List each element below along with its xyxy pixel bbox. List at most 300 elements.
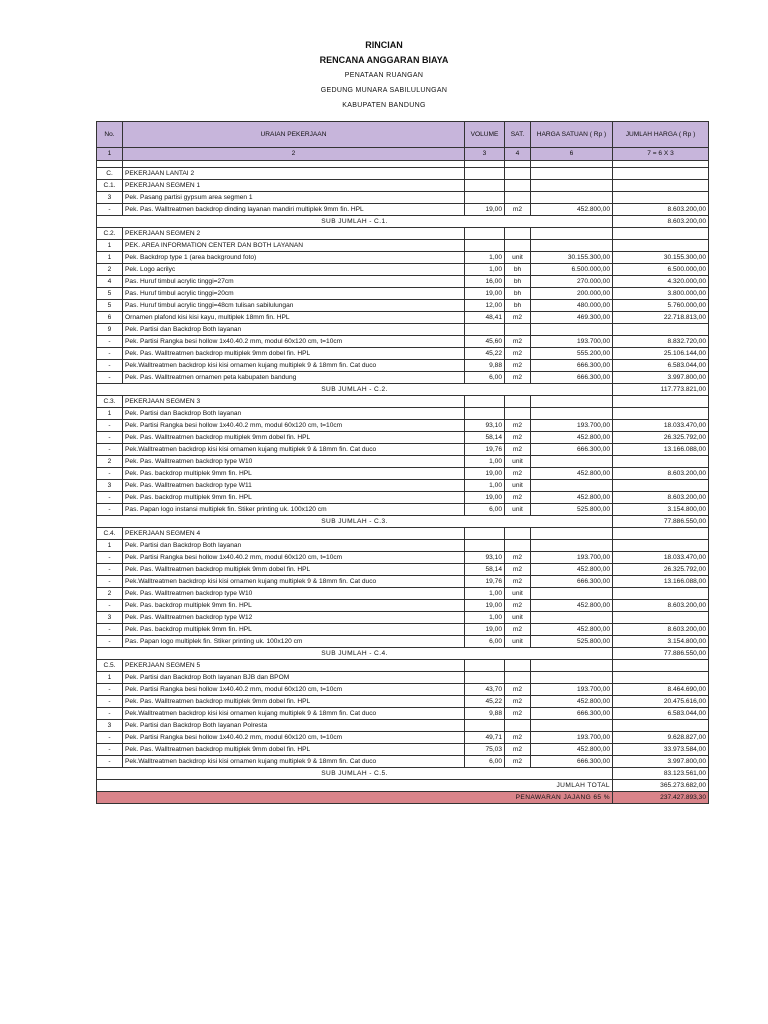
table-row [97, 276, 709, 288]
item-unit-price [531, 408, 613, 420]
item-no: C.4. [97, 528, 123, 540]
item-volume: 58,14 [465, 432, 505, 444]
item-description: Pek. Pas. Walltreatmen backdrop type W12 [123, 612, 465, 624]
item-no: - [97, 708, 123, 720]
item-no: C.2. [97, 228, 123, 240]
item-no: - [97, 444, 123, 456]
item-unit-price: 452.800,00 [531, 204, 613, 216]
item-unit-price [531, 180, 613, 192]
table-body [97, 161, 709, 804]
table-row [97, 444, 709, 456]
item-no: - [97, 732, 123, 744]
item-amount [613, 168, 709, 180]
table-row [97, 540, 709, 552]
item-no: - [97, 624, 123, 636]
item-description: Pas. Huruf timbul acrylic tinggi=20cm [123, 288, 465, 300]
item-amount [613, 180, 709, 192]
table-row [97, 168, 709, 180]
item-amount: 13.166.088,00 [613, 576, 709, 588]
item-unit-price [531, 612, 613, 624]
item-description: Pas. Huruf timbul acrylic tinggi=27cm [123, 276, 465, 288]
project-name: PENATAAN RUANGAN [344, 72, 424, 79]
item-unit: m2 [505, 564, 531, 576]
item-amount: 4.320.000,00 [613, 276, 709, 288]
item-description: Pek. Pas. Walltreatmen backdrop multiplek 9mm dobel fin. HPL [123, 432, 465, 444]
item-unit-price: 30.155.300,00 [531, 252, 613, 264]
table-row [97, 732, 709, 744]
item-unit: m2 [505, 744, 531, 756]
item-amount: 8.464.690,00 [613, 684, 709, 696]
col-header-jumlah: JUMLAH HARGA ( Rp ) [613, 122, 709, 148]
item-amount: 3.997.800,00 [613, 756, 709, 768]
item-unit: unit [505, 612, 531, 624]
item-no: - [97, 756, 123, 768]
item-volume: 45,22 [465, 696, 505, 708]
item-amount: 8.603.200,00 [613, 624, 709, 636]
item-unit [505, 240, 531, 252]
item-no: - [97, 552, 123, 564]
item-unit: m2 [505, 576, 531, 588]
item-volume: 45,60 [465, 336, 505, 348]
table-row [97, 300, 709, 312]
item-unit: m2 [505, 360, 531, 372]
item-description: Pek. Partisi Rangka besi hollow 1x40.40.2 mm, modul 60x120 cm, t=10cm [123, 336, 465, 348]
subtotal-label: SUB JUMLAH - C.4. [97, 648, 613, 660]
table-row [97, 324, 709, 336]
table-row [97, 504, 709, 516]
item-amount [613, 240, 709, 252]
table-row [97, 456, 709, 468]
item-no: 2 [97, 456, 123, 468]
item-unit [505, 540, 531, 552]
col-index: 2 [123, 148, 465, 161]
item-description: Pek. Partisi Rangka besi hollow 1x40.40.2 mm, modul 60x120 cm, t=10cm [123, 420, 465, 432]
item-description: Pek. Pasang partisi gypsum area segmen 1 [123, 192, 465, 204]
subtotal-label: SUB JUMLAH - C.5. [97, 768, 613, 780]
item-unit-price: 193.700,00 [531, 732, 613, 744]
item-description: Pek. Pas. Walltreatmen backdrop type W11 [123, 480, 465, 492]
item-no: C.1. [97, 180, 123, 192]
total-amount: 365.273.682,00 [613, 780, 709, 792]
subtotal-row [97, 216, 709, 228]
table-row [97, 252, 709, 264]
table-row [97, 492, 709, 504]
item-volume: 93,10 [465, 420, 505, 432]
item-no: - [97, 420, 123, 432]
item-unit-price: 666.300,00 [531, 576, 613, 588]
item-unit-price: 452.800,00 [531, 696, 613, 708]
item-amount: 6.583.044,00 [613, 360, 709, 372]
item-description: PEKERJAAN LANTAI 2 [123, 168, 465, 180]
subtotal-amount: 77.886.550,00 [613, 648, 709, 660]
item-unit-price: 193.700,00 [531, 336, 613, 348]
item-description: Pek.Walltreatmen backdrop kisi kisi ornamen kujang multiplek 9 & 18mm fin. Cat duco [123, 360, 465, 372]
item-no: C.3. [97, 396, 123, 408]
table-row [97, 408, 709, 420]
item-volume: 1,00 [465, 588, 505, 600]
item-unit-price: 6.500.000,00 [531, 264, 613, 276]
item-description: Pek. Pas. backdrop multiplek 9mm fin. HPL [123, 468, 465, 480]
item-no: - [97, 600, 123, 612]
item-unit-price [531, 228, 613, 240]
item-unit-price [531, 396, 613, 408]
table-row [97, 756, 709, 768]
item-amount: 18.033.470,00 [613, 420, 709, 432]
subtotal-row [97, 516, 709, 528]
item-unit: m2 [505, 756, 531, 768]
item-unit-price: 666.300,00 [531, 708, 613, 720]
item-amount: 30.155.300,00 [613, 252, 709, 264]
item-description: PEKERJAAN SEGMEN 5 [123, 660, 465, 672]
item-description: PEK. AREA INFORMATION CENTER DAN BOTH LAYANAN [123, 240, 465, 252]
item-unit-price [531, 540, 613, 552]
subtotal-row [97, 648, 709, 660]
item-description: PEKERJAAN SEGMEN 2 [123, 228, 465, 240]
table-row [97, 588, 709, 600]
col-index: 4 [505, 148, 531, 161]
item-unit: m2 [505, 684, 531, 696]
item-amount: 3.154.800,00 [613, 504, 709, 516]
item-amount: 3.800.000,00 [613, 288, 709, 300]
subtotal-amount: 83.123.561,00 [613, 768, 709, 780]
item-unit-price [531, 168, 613, 180]
item-no: 6 [97, 312, 123, 324]
item-amount [613, 720, 709, 732]
item-amount: 8.603.200,00 [613, 600, 709, 612]
item-unit: m2 [505, 552, 531, 564]
item-amount [613, 408, 709, 420]
table-row [97, 180, 709, 192]
item-volume: 19,00 [465, 468, 505, 480]
item-unit: m2 [505, 420, 531, 432]
item-volume: 19,00 [465, 204, 505, 216]
item-amount: 8.832.720,00 [613, 336, 709, 348]
item-amount: 9.628.827,00 [613, 732, 709, 744]
item-volume: 12,00 [465, 300, 505, 312]
item-volume: 19,00 [465, 624, 505, 636]
item-unit-price: 452.800,00 [531, 492, 613, 504]
item-unit: bh [505, 276, 531, 288]
item-description: Pek.Walltreatmen backdrop kisi kisi ornamen kujang multiplek 9 & 18mm fin. Cat duco [123, 444, 465, 456]
item-amount: 20.475.616,00 [613, 696, 709, 708]
col-header-uraian: URAIAN PEKERJAAN [123, 122, 465, 148]
col-index: 3 [465, 148, 505, 161]
item-unit: m2 [505, 348, 531, 360]
col-header-volume: VOLUME [465, 122, 505, 148]
item-description: Pek. Partisi Rangka besi hollow 1x40.40.2 mm, modul 60x120 cm, t=10cm [123, 684, 465, 696]
item-unit-price: 666.300,00 [531, 444, 613, 456]
item-description: Pek.Walltreatmen backdrop kisi kisi ornamen kujang multiplek 9 & 18mm fin. Cat duco [123, 756, 465, 768]
table-row [97, 684, 709, 696]
subtotal-row [97, 384, 709, 396]
table-row [97, 636, 709, 648]
item-unit: unit [505, 252, 531, 264]
table-row [97, 420, 709, 432]
item-unit: m2 [505, 204, 531, 216]
item-description: Pek. Logo acrilyc [123, 264, 465, 276]
empty-cell [123, 161, 465, 168]
item-amount [613, 324, 709, 336]
item-no: - [97, 432, 123, 444]
item-description: Pek. Partisi dan Backdrop Both layanan BJB dan BPOM [123, 672, 465, 684]
item-volume: 43,70 [465, 684, 505, 696]
item-description: Pek. Pas. Walltreatmen backdrop multiplek 9mm dobel fin. HPL [123, 348, 465, 360]
item-no: 1 [97, 540, 123, 552]
item-unit [505, 660, 531, 672]
item-volume: 1,00 [465, 252, 505, 264]
item-description: Pek. Partisi dan Backdrop Both layanan [123, 408, 465, 420]
item-amount: 18.033.470,00 [613, 552, 709, 564]
item-unit [505, 528, 531, 540]
doc-title: RINCIAN [365, 40, 403, 50]
table-row [97, 480, 709, 492]
table-row [97, 372, 709, 384]
item-unit-price: 193.700,00 [531, 684, 613, 696]
item-unit [505, 324, 531, 336]
item-unit [505, 180, 531, 192]
item-unit-price: 525.800,00 [531, 504, 613, 516]
table-row [97, 552, 709, 564]
item-volume: 16,00 [465, 276, 505, 288]
item-unit: m2 [505, 624, 531, 636]
table-row [97, 576, 709, 588]
item-volume: 19,00 [465, 600, 505, 612]
table-row [97, 744, 709, 756]
item-no: - [97, 492, 123, 504]
item-unit-price: 193.700,00 [531, 552, 613, 564]
building-name: GEDUNG MUNARA SABILULUNGAN [320, 87, 448, 94]
item-description: PEKERJAAN SEGMEN 1 [123, 180, 465, 192]
col-header-no: No. [97, 122, 123, 148]
table-row [97, 312, 709, 324]
item-amount [613, 192, 709, 204]
table-row [97, 564, 709, 576]
item-description: Pek. Partisi dan Backdrop Both layanan [123, 324, 465, 336]
item-amount: 6.583.044,00 [613, 708, 709, 720]
item-description: Pek. Pas. Walltreatmen backdrop type W10 [123, 588, 465, 600]
item-volume: 93,10 [465, 552, 505, 564]
table-row [97, 660, 709, 672]
item-description: Pek. Pas. backdrop multiplek 9mm fin. HPL [123, 600, 465, 612]
item-unit-price [531, 240, 613, 252]
item-amount: 33.973.584,00 [613, 744, 709, 756]
item-description: Pek. Pas. backdrop multiplek 9mm fin. HPL [123, 624, 465, 636]
table-row [97, 348, 709, 360]
item-unit-price [531, 720, 613, 732]
item-unit: m2 [505, 444, 531, 456]
item-description: Pek. Pas. Walltreatmen backdrop multiplek 9mm dobel fin. HPL [123, 564, 465, 576]
subtotal-label: SUB JUMLAH - C.1. [97, 216, 613, 228]
item-amount [613, 480, 709, 492]
item-unit-price: 469.300,00 [531, 312, 613, 324]
item-no: 1 [97, 252, 123, 264]
item-volume: 75,03 [465, 744, 505, 756]
item-unit: unit [505, 504, 531, 516]
item-amount [613, 660, 709, 672]
item-volume: 1,00 [465, 480, 505, 492]
item-amount [613, 456, 709, 468]
item-unit: unit [505, 588, 531, 600]
item-description: Ornamen plafond kisi kisi kayu, multiplek 18mm fin. HPL [123, 312, 465, 324]
item-volume [465, 528, 505, 540]
item-unit: m2 [505, 372, 531, 384]
item-amount: 6.500.000,00 [613, 264, 709, 276]
item-no: - [97, 204, 123, 216]
item-no: 1 [97, 240, 123, 252]
item-unit-price [531, 192, 613, 204]
item-unit-price: 480.000,00 [531, 300, 613, 312]
item-volume [465, 408, 505, 420]
item-unit: m2 [505, 468, 531, 480]
item-unit [505, 408, 531, 420]
item-no: - [97, 696, 123, 708]
table-row [97, 360, 709, 372]
item-amount: 8.603.200,00 [613, 468, 709, 480]
item-volume: 9,88 [465, 360, 505, 372]
item-no: - [97, 576, 123, 588]
item-description: Pek. Backdrop type 1 (area background foto) [123, 252, 465, 264]
item-volume: 9,88 [465, 708, 505, 720]
item-no: - [97, 684, 123, 696]
item-no: 9 [97, 324, 123, 336]
table-row [97, 528, 709, 540]
item-unit: unit [505, 480, 531, 492]
item-unit: unit [505, 636, 531, 648]
item-no: 3 [97, 480, 123, 492]
item-no: 3 [97, 612, 123, 624]
item-volume: 19,00 [465, 288, 505, 300]
item-volume [465, 672, 505, 684]
item-unit-price [531, 588, 613, 600]
table-row [97, 468, 709, 480]
item-unit-price: 452.800,00 [531, 744, 613, 756]
item-unit-price: 452.800,00 [531, 432, 613, 444]
item-unit-price: 666.300,00 [531, 756, 613, 768]
item-description: Pas. Papan logo instansi multiplek fin. Stiker printing uk. 100x120 cm [123, 504, 465, 516]
item-unit [505, 720, 531, 732]
item-no: C. [97, 168, 123, 180]
item-volume [465, 660, 505, 672]
item-no: C.5. [97, 660, 123, 672]
item-no: 1 [97, 408, 123, 420]
col-header-harga: HARGA SATUAN ( Rp ) [531, 122, 613, 148]
table-row [97, 264, 709, 276]
item-unit-price [531, 672, 613, 684]
table-row [97, 192, 709, 204]
empty-cell [97, 161, 123, 168]
item-no: 5 [97, 300, 123, 312]
rab-table [96, 121, 709, 804]
item-unit-price: 452.800,00 [531, 468, 613, 480]
item-amount: 13.166.088,00 [613, 444, 709, 456]
item-unit [505, 228, 531, 240]
item-unit-price: 452.800,00 [531, 600, 613, 612]
item-unit-price: 200.000,00 [531, 288, 613, 300]
item-unit-price: 452.800,00 [531, 564, 613, 576]
item-no: - [97, 348, 123, 360]
item-no: 2 [97, 264, 123, 276]
item-unit: bh [505, 300, 531, 312]
item-description: Pek. Partisi Rangka besi hollow 1x40.40.2 mm, modul 60x120 cm, t=10cm [123, 732, 465, 744]
item-volume: 6,00 [465, 504, 505, 516]
item-volume [465, 540, 505, 552]
item-description: Pek. Pas. Walltreatmen backdrop type W10 [123, 456, 465, 468]
item-unit [505, 192, 531, 204]
item-description: Pek. Partisi dan Backdrop Both layanan Polresta [123, 720, 465, 732]
item-amount: 26.325.792,00 [613, 432, 709, 444]
item-amount [613, 396, 709, 408]
subtotal-amount: 117.773.821,00 [613, 384, 709, 396]
item-volume: 6,00 [465, 636, 505, 648]
item-amount: 5.760.000,00 [613, 300, 709, 312]
item-no: 4 [97, 276, 123, 288]
table-row [97, 396, 709, 408]
item-volume: 45,22 [465, 348, 505, 360]
table-row [97, 624, 709, 636]
column-index-row [97, 148, 709, 161]
item-unit [505, 396, 531, 408]
col-header-sat: SAT. [505, 122, 531, 148]
item-volume [465, 720, 505, 732]
item-description: Pek. Partisi dan Backdrop Both layanan [123, 540, 465, 552]
item-no: - [97, 504, 123, 516]
table-row [97, 240, 709, 252]
item-unit-price: 666.300,00 [531, 372, 613, 384]
grand-total-amount: 237.427.893,30 [613, 792, 709, 804]
col-index: 1 [97, 148, 123, 161]
item-no: - [97, 336, 123, 348]
item-description: Pas. Papan logo multiplek fin. Stiker printing uk. 100x120 cm [123, 636, 465, 648]
item-unit: m2 [505, 432, 531, 444]
table-row [97, 612, 709, 624]
item-no: - [97, 372, 123, 384]
item-unit-price [531, 528, 613, 540]
subtotal-amount: 77.886.550,00 [613, 516, 709, 528]
item-unit: m2 [505, 696, 531, 708]
item-no: - [97, 468, 123, 480]
doc-subtitle: RENCANA ANGGARAN BIAYA [319, 55, 449, 65]
item-volume: 1,00 [465, 612, 505, 624]
table-row [97, 696, 709, 708]
table-row [97, 432, 709, 444]
item-description: PEKERJAAN SEGMEN 4 [123, 528, 465, 540]
item-unit-price: 193.700,00 [531, 420, 613, 432]
item-unit-price: 270.000,00 [531, 276, 613, 288]
item-description: Pas. Huruf timbul acrylic tinggi=48cm tulisan sabilulungan [123, 300, 465, 312]
item-amount: 3.997.800,00 [613, 372, 709, 384]
item-no: - [97, 636, 123, 648]
item-unit [505, 672, 531, 684]
item-amount: 8.603.200,00 [613, 204, 709, 216]
item-unit-price: 525.800,00 [531, 636, 613, 648]
item-volume [465, 396, 505, 408]
item-volume [465, 180, 505, 192]
item-no: - [97, 360, 123, 372]
item-description: Pek.Walltreatmen backdrop kisi kisi ornamen kujang multiplek 9 & 18mm fin. Cat duco [123, 576, 465, 588]
item-unit: m2 [505, 600, 531, 612]
total-label: JUMLAH TOTAL [97, 780, 613, 792]
subtotal-amount: 8.603.200,00 [613, 216, 709, 228]
empty-cell [505, 161, 531, 168]
item-unit-price [531, 480, 613, 492]
table-row [97, 288, 709, 300]
item-amount: 22.718.813,00 [613, 312, 709, 324]
spacer-row [97, 161, 709, 168]
item-no: 3 [97, 720, 123, 732]
item-amount [613, 588, 709, 600]
item-amount [613, 672, 709, 684]
item-amount [613, 612, 709, 624]
